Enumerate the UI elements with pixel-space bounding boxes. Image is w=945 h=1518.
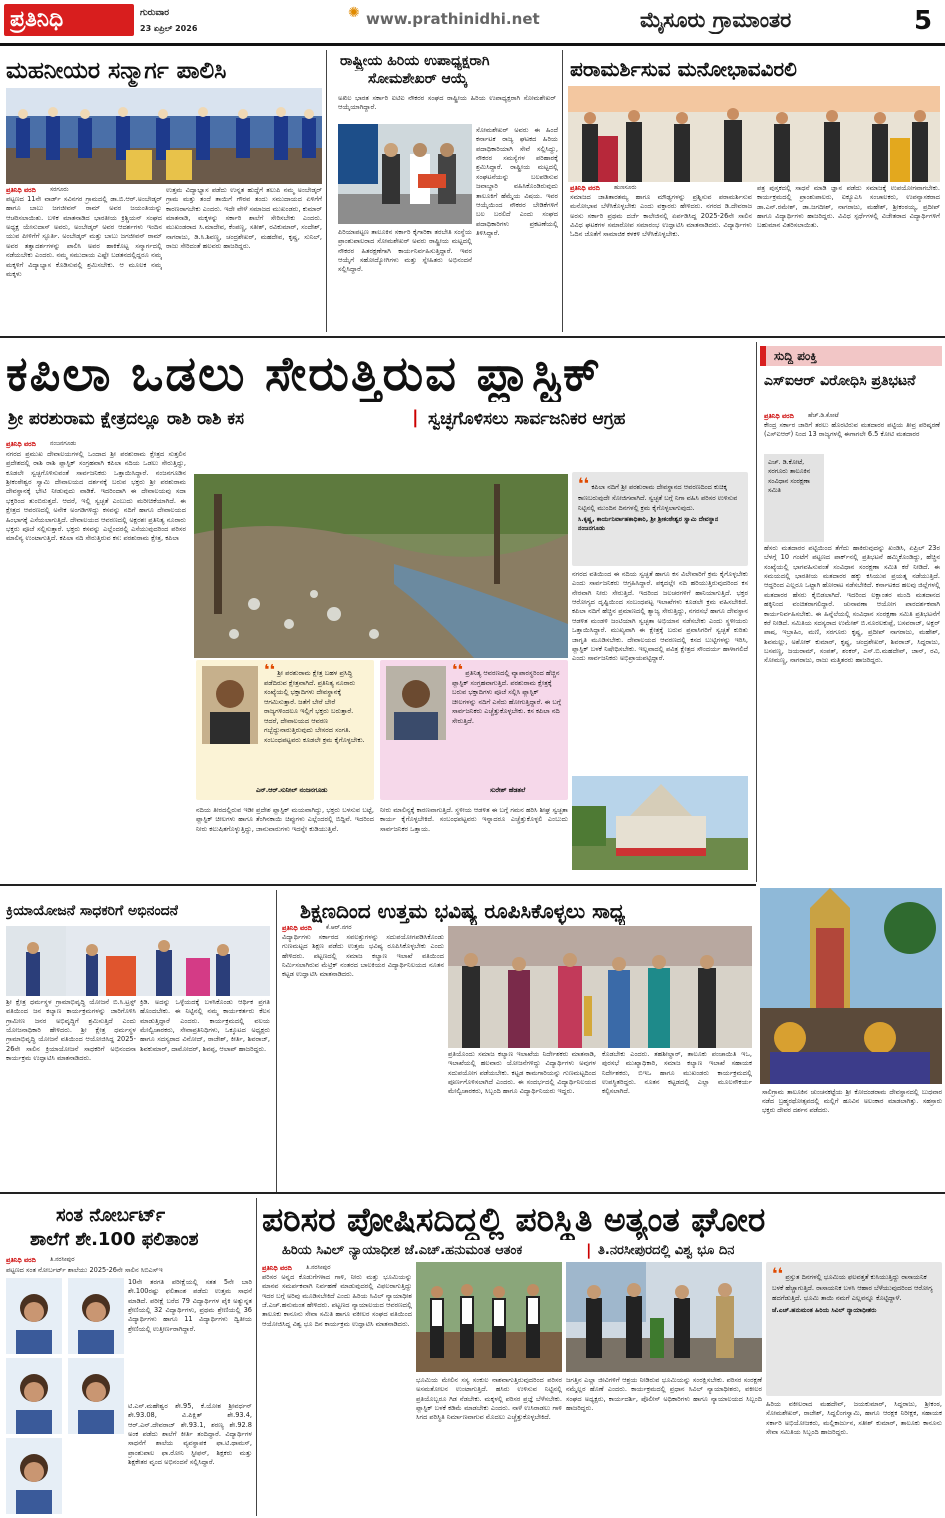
lead-subhead-a: ಶ್ರೀ ಪರಶುರಾಮ ಕ್ಷೇತ್ರದಲ್ಲೂ ರಾಶಿ ರಾಶಿ ಕಸ xyxy=(8,409,245,429)
story6-place: ತಿ.ನರಸೀಪುರ xyxy=(50,1256,75,1263)
story3-place: ಹುಣಸೂರು xyxy=(614,184,637,191)
story7-subhead-b: ತಿ.ನರಸೀಪುರದಲ್ಲಿ ವಿಶ್ವ ಭೂ ದಿನ xyxy=(598,1243,735,1258)
quote-a-author: ಎನ್.ಆರ್.ಸುನೀಲ್ ನಂಜನಗೂಡು xyxy=(256,786,328,794)
lead-subhead-sep: | xyxy=(412,407,419,428)
lead-bottom-b: ನೀರು ಮಾಲಿನ್ಯಕ್ಕೆ ಕಾರಣವಾಗುತ್ತಿದೆ. ಸ್ಥಳೀಯ ಆಡಳಿತ ಈ ಬಗ್ಗೆ ಗಮನ ಹರಿಸಿ ಶೀಘ್ರ ಸ್ವಚ್ಛತಾ ಕಾರ್ಯ ಕೈಗೊಳ್ಳಬೇಕಿದೆ. ಸಂಬಂಧಪಟ್ಟವರು ಇನ್ನಾದರೂ ಎಚ್ಚೆತ್ತುಕೊಳ್ಳಲಿ ಎಂಬುದು ಸಾರ್ವಜನಿಕರ ಒತ್ತಾಯ. xyxy=(380,806,568,833)
row3-rule xyxy=(0,1192,945,1194)
sidebar-box-side xyxy=(828,454,940,542)
quote-icon: ❛❛ xyxy=(264,664,276,679)
row2-rule xyxy=(0,884,756,886)
lead-right-text: ನಗರದ ವತಿಯಿಂದ ಈ ನದಿಯ ಸ್ವಚ್ಛತೆ ಹಾಗೂ ಕಸ ವಿಲೇವಾರಿಗೆ ಕ್ರಮ ಕೈಗೊಳ್ಳಬೇಕು ಎಂದು ಸಾರ್ವಜನಿಕರು ಆಗ್ರಹಿಸಿದ್ದಾರೆ. ಪಕ್ಕದಲ್ಲೇ ನದಿ ಹರಿಯುತ್ತಿರುವುದರಿಂದ ಕಸ ನೇರವಾಗಿ ನೀರು ಸೇರುತ್ತಿದೆ. ಇದರಿಂದ ಜಲಚರಗಳಿಗೆ ಹಾನಿಯಾಗುತ್ತಿದೆ. ಭಕ್ತರ ಆರೋಗ್ಯದ ದೃಷ್ಟಿಯಿಂದ ಸಂಬಂಧಪಟ್ಟ ಇಲಾಖೆಗಳು ಕೂಡಲೇ ಕ್ರಮ ವಹಿಸಬೇಕಿದೆ. ಕಪಿಲಾ ನದಿಗೆ ಹೆಚ್ಚಿನ ಪ್ರಮಾಣದಲ್ಲಿ ತ್ಯಾಜ್ಯ ಸೇರುತ್ತಿದ್ದು, ನಗರಸಭೆ ಹಾಗೂ ದೇವಸ್ಥಾನ ಆಡಳಿತ ಮಂಡಳಿ ಜಂಟಿಯಾಗಿ ಸ್ವಚ್ಛತಾ ಅಭಿಯಾನ ನಡೆಸಬೇಕು ಎಂದು ಸ್ಥಳೀಯರು ಒತ್ತಾಯಿಸಿದ್ದಾರೆ. ಮುಖ್ಯವಾಗಿ ಈ ಕ್ಷೇತ್ರಕ್ಕೆ ಬರುವ ಪ್ರವಾಸಿಗರಿಗೆ ಸ್ವಚ್ಛತೆ ಕುರಿತು ಜಾಗೃತಿ ಮೂಡಿಸಬೇಕು. ದೇವಾಲಯದ ಆವರಣದಲ್ಲಿ ಕಸದ ಬುಟ್ಟಿಗಳನ್ನು ಇರಿಸಿ, ಪ್ಲಾಸ್ಟಿಕ್ ಬಳಕೆ ನಿಷೇಧಿಸಬೇಕು. ಇಲ್ಲವಾದಲ್ಲಿ ಪವಿತ್ರ ಕ್ಷೇತ್ರದ ಸೌಂದರ್ಯ ಹಾಳಾಗಲಿದೆ ಎಂದು ಸಾರ್ವಜನಿಕರು ಅಭಿಪ್ರಾಯಪಟ್ಟಿದ್ದಾರೆ. xyxy=(572,570,748,663)
story5-col1: ವಿದ್ಯಾರ್ಥಿಗಳು ಸರ್ಕಾರದ ಸವಲತ್ತುಗಳನ್ನು ಸದುಪಯೋಗಪಡಿಸಿಕೊಂಡು ಗುಣಮಟ್ಟದ ಶಿಕ್ಷಣ ಪಡೆದು ಉತ್ತಮ ಭವಿಷ್ಯ ರೂಪಿಸಿಕೊಳ್ಳಬೇಕು ಎಂದು ಹೇಳಿದರು. ಪಟ್ಟಣದಲ್ಲಿ ಸಮಾಜ ಕಲ್ಯಾಣ ಇಲಾಖೆ ವತಿಯಿಂದ ನಿರ್ಮಿಸಲಾಗಿರುವ ಮೆಟ್ರಿಕ್ ನಂತರದ ಬಾಲಕಿಯರ ವಿದ್ಯಾರ್ಥಿನಿಲಯದ ನೂತನ ಕಟ್ಟಡ ಉದ್ಘಾಟಿಸಿ ಮಾತನಾಡಿದರು. xyxy=(282,933,444,979)
quote-a-card xyxy=(196,660,374,800)
story1-byline: ಪ್ರತಿನಿಧಿ ವರದಿ xyxy=(6,186,36,194)
story2-col2: ಸೋಮಶೇಖರ್ ಅವರು ಈ ಹಿಂದೆ ಕರ್ನಾಟಕ ರಾಜ್ಯ ಘಟಕದ ಹಿರಿಯ ಪದಾಧಿಕಾರಿಯಾಗಿ ಸೇವೆ ಸಲ್ಲಿಸಿದ್ದು, ನೌಕರರ ಸಮಸ್ಯೆಗಳ ಪರಿಹಾರಕ್ಕೆ ಶ್ರಮಿಸಿದ್ದಾರೆ. ರಾಷ್ಟ್ರೀಯ ಮಟ್ಟದಲ್ಲಿ ಸಂಘಟನೆಯನ್ನು ಬಲಪಡಿಸುವ ಜವಾಬ್ದಾರಿ ವಹಿಸಿಕೊಂಡಿರುವುದು ತಾಲೂಕಿಗೆ ಹೆಮ್ಮೆಯ ವಿಷಯ. ಇವರ ಆಯ್ಕೆಯಿಂದ ನೌಕರರ ಬೇಡಿಕೆಗಳಿಗೆ ಬಲ ಬರಲಿದೆ ಎಂದು ಸಂಘದ ಪದಾಧಿಕಾರಿಗಳು ಪ್ರಕಟಣೆಯಲ್ಲಿ ತಿಳಿಸಿದ್ದಾರೆ. xyxy=(476,126,558,237)
lead-place: ನಂಜನಗೂಡು xyxy=(50,440,77,447)
page-number: 5 xyxy=(914,6,933,36)
story3-byline: ಪ್ರತಿನಿಧಿ ವರದಿ xyxy=(570,184,600,192)
story7-col3: ಜಗತ್ತಿನ ಎಲ್ಲಾ ಜೀವಿಗಳಿಗೆ ಆಶ್ರಯ ನೀಡಿರುವ ಭೂಮಿಯನ್ನು ಸಂರಕ್ಷಿಸಬೇಕು. ಪರಿಸರ ಸಂರಕ್ಷಣೆ ನಮ್ಮೆಲ್ಲರ ಹೊಣೆ ಎಂದರು. ಕಾರ್ಯಕ್ರಮದಲ್ಲಿ ಪ್ರಧಾನ ಸಿವಿಲ್ ನ್ಯಾಯಾಧೀಶರು, ವಕೀಲರ ಸಂಘದ ಅಧ್ಯಕ್ಷರು, ಕಾರ್ಯದರ್ಶಿ, ಪೊಲೀಸ್ ಅಧಿಕಾರಿಗಳು ಹಾಗೂ ನ್ಯಾಯಾಲಯದ ಸಿಬ್ಬಂದಿ ಹಾಜರಿದ್ದರು. xyxy=(566,1376,762,1413)
quote-icon: ❛❛ xyxy=(452,664,464,679)
story3-photo xyxy=(568,86,940,182)
story7-pull-quote-author: ಜೆ.ಎಚ್.ಹನುಮಂತ ಹಿರಿಯ ಸಿವಿಲ್ ನ್ಯಾಯಾಧೀಶರು xyxy=(772,1306,877,1314)
story7-col4: ಹಿರಿಯ ವಕೀಲರಾದ ಮಹದೇವ್, ಜಯಕುಮಾರ್, ಸಿದ್ದರಾಜು, ಶ್ರೀಕಂಠ, ಸೋಮಶೇಖರ್, ರಾಜೇಶ್, ಸಿದ್ದಲಿಂಗಸ್ವಾಮಿ, ಹಾಗೂ ಆರಕ್ಷಕ ನಿರೀಕ್ಷಕ, ಸಹಾಯಕ ಸರ್ಕಾರಿ ಅಭಿಯೋಜಕರು, ಮಲ್ಲಿಕಾರ್ಜುನ, ಸತೀಶ್ ಕುಮಾರ್, ತಾಲೂಕು ಕಾನೂನು ಸೇವಾ ಸಮಿತಿಯ ಸಿಬ್ಬಂದಿ ಹಾಜರಿದ್ದರು. xyxy=(766,1400,942,1437)
story2-col1: ಪಿರಿಯಾಪಟ್ಟಣ ತಾಲೂಕಿನ ಸರ್ಕಾರಿ ಕೈಗಾರಿಕಾ ತರಬೇತಿ ಸಂಸ್ಥೆಯ ಪ್ರಾಂಶುಪಾಲರಾದ ಸೋಮಶೇಖರ್ ಅವರು ರಾಷ್ಟ್ರೀಯ ಮಟ್ಟದಲ್ಲಿ ನೌಕರರ ಹಿತರಕ್ಷಣೆಗಾಗಿ ಕಾರ್ಯನಿರ್ವಹಿಸುತ್ತಿದ್ದಾರೆ. ಇವರ ಆಯ್ಕೆಗೆ ಸಹೋದ್ಯೋಗಿಗಳು ಮತ್ತು ಸ್ನೇಹಿತರು ಅಭಿನಂದನೆ ಸಲ್ಲಿಸಿದ್ದಾರೆ. xyxy=(338,228,472,274)
lead-pull-quote-text: ಕಪಿಲಾ ನದಿಗೆ ಶ್ರೀ ಪರಶುರಾಮ ದೇವಸ್ಥಾನದ ಆವರಣದಿಂದ ಕುಚಿಕ್ಕ ಕಾಣಬರುವುದೇ ಸೋಜಿಗವಾಗಿದೆ. ಸ್ವಚ್ಛತೆ ಬಗ್ಗೆ ನಿಗಾ ವಹಿಸಿ ಪರಿಸರ ಉಳಿಸುವ ನಿಟ್ಟಿನಲ್ಲಿ ಮುಂದಿನ ದಿನಗಳಲ್ಲಿ ಕ್ರಮ ಕೈಗೊಳ್ಳಲಾಗುವುದು. xyxy=(578,483,738,513)
website-icon: ✺ xyxy=(348,5,360,21)
story7-pull-quote xyxy=(766,1262,942,1396)
story1-col2: ಉತ್ತಮ ವಿದ್ಯಾಭ್ಯಾಸ ಪಡೆದು ಉನ್ನತ ಹುದ್ದೆಗೆ ತಲುಪಿ ನಮ್ಮ ಅಂಬೇಡ್ಕರ್ ಗ್ರಾಮ ಮತ್ತು ತಂದೆ ತಾಯಿಗೆ ಗೌರವ ತಂದು ಸಮುದಾಯದ ಏಳಿಗೆಗೆ ಕಾರಣರಾಗಬೇಕು ಎಂದರು. ಇದೇ ವೇಳೆ ಸಮಾಜದ ಮುಖಂಡರು, ಕುಮಾರ್ ಮಾತನಾಡಿ, ಮಕ್ಕಳನ್ನು ಸರ್ಕಾರಿ ಶಾಲೆಗೆ ಸೇರಿಸಬೇಕು ಎಂದರು. ಮುಖಂಡರಾದ ಸಿ.ಮಾದೇವ, ಕೆಂಪಣ್ಣ, ಸತೀಶ್, ರವಿಕುಮಾರ್, ಸಂದೇಶ್, ನಾಗರಾಜು, ಡಿ.ಸಿ.ಶಿವಣ್ಣ, ಚಂದ್ರಶೇಖರ್, ಮಹದೇವ, ಕೃಷ್ಣ, ಸುನಿಲ್, ರಾಜು ಸೇರಿದಂತೆ ಹಲವರು ಹಾಜರಿದ್ದರು. xyxy=(166,186,322,251)
lead-subhead-b: ಸ್ವಚ್ಛಗೊಳಿಸಲು ಸಾರ್ವಜನಿಕರ ಆಗ್ರಹ xyxy=(428,409,626,429)
story4-col2: ಕ್ರಿಡಿ. ಅದನ್ನು ಒಳ್ಳೆಯದಕ್ಕೆ ಬಳಸಿಕೊಂಡು ಆರ್ಥಿಕ ಪ್ರಗತಿ ಹೊಂದಬೇಕು. ಈ ನಿಟ್ಟಿನಲ್ಲಿ ನಮ್ಮ ಕಾರ್ಯಕರ್ತರು ಕೆಲಸ ಮಾಡುತ್ತಿದ್ದಾರೆ ಎಂದರು. ಕಾರ್ಯಕ್ರಮದಲ್ಲಿ ವಲಯ ಮೇಲ್ವಿಚಾರಕರು, ಸೇವಾಪ್ರತಿನಿಧಿಗಳು, ಒಕ್ಕೂಟದ ಅಧ್ಯಕ್ಷರು ಹಾಗೂ ಸದಸ್ಯರಾದ ವಿನೋದ್, ರಾಜೇಶ್, ಕೀರ್ತಿ, ಶಿವರಾಜ್, ಶಿವಕುಮಾರ್, ದಾಮೋದರ್, ಶಿವಪ್ಪ, ಆಲಾಪ್ ಹಾಜರಿದ್ದರು. xyxy=(140,998,270,1053)
story7-subhead-sep: | xyxy=(586,1241,592,1259)
story1-photo xyxy=(6,88,322,184)
divider-2 xyxy=(562,50,563,332)
quote-icon: ❛❛ xyxy=(578,474,590,493)
story7-headline: ಪರಿಸರ ಪೋಷಿಸದಿದ್ದಲ್ಲಿ ಪರಿಸ್ಥಿತಿ ಅತ್ಯಂತ ಘೋರ xyxy=(262,1200,766,1239)
website[interactable]: www.prathinidhi.net xyxy=(366,10,540,28)
story1-headline: ಮಹನೀಯರ ಸನ್ಮಾರ್ಗ ಪಾಲಿಸಿ xyxy=(6,58,227,84)
story6-headline-l1: ಸಂತ ನೋರ್ಬರ್ಟ್ xyxy=(56,1205,166,1226)
sidebar-box xyxy=(764,454,824,542)
story7-col1: ಪರಿಸರ ಅನ್ನದ ಕೊಡುಗೆಗಳಾದ ಗಾಳಿ, ನೀರು ಮತ್ತು ಭೂಮಿಯನ್ನು ಮಾನವ ಸಮರ್ಪಕವಾಗಿ ನಿರ್ವಹಣೆ ಮಾಡುವುದರಲ್ಲಿ ವಿಫಲರಾಗುತ್ತಿದ್ದು ಇದರ ಬಗ್ಗೆ ಅರಿವು ಮೂಡಿಸಬೇಕಿದೆ ಎಂದು ಹಿರಿಯ ಸಿವಿಲ್ ನ್ಯಾಯಾಧೀಶ ಜೆ.ಎಚ್.ಹನುಮಂತ ಹೇಳಿದರು. ಪಟ್ಟಣದ ನ್ಯಾಯಾಲಯದ ಆವರಣದಲ್ಲಿ ತಾಲೂಕು ಕಾನೂನು ಸೇವಾ ಸಮಿತಿ ಹಾಗೂ ವಕೀಲರ ಸಂಘದ ವತಿಯಿಂದ ಆಯೋಜಿಸಿದ್ದ ವಿಶ್ವ ಭೂ ದಿನ ಕಾರ್ಯಕ್ರಮ ಉದ್ಘಾಟಿಸಿ ಮಾತನಾಡಿದರು. xyxy=(262,1273,412,1328)
divider-1 xyxy=(326,50,327,332)
lead-pull-quote-author: ಸಿ.ಕೃಷ್ಣ, ಕಾರ್ಯನಿರ್ವಾಹಕಾಧಿಕಾರಿ, ಶ್ರೀ ಶ್ರೀಕಂಠೇಶ್ವರ ಸ್ವಾಮಿ ದೇವಸ್ಥಾನ ನಂಜನಗೂಡು xyxy=(578,515,719,532)
story5-col3: ಕೊಡಬೇಕು ಎಂದರು. ತಹಶೀಲ್ದಾರ್, ತಾಲೂಕು ಪಂಚಾಯಿತಿ ಇಒ, ಪುರಸಭೆ ಮುಖ್ಯಾಧಿಕಾರಿ, ಸಮಾಜ ಕಲ್ಯಾಣ ಇಲಾಖೆ ಸಹಾಯಕ ನಿರ್ದೇಶಕರು, ಬಿಇಒ ಹಾಗೂ ಮುಖಂಡರು ಕಾರ್ಯಕ್ರಮದಲ್ಲಿ ಉಪಸ್ಥಿತರಿದ್ದರು. ನೂತನ ಕಟ್ಟಡದಲ್ಲಿ ಎಲ್ಲಾ ಮೂಲಸೌಕರ್ಯ ಕಲ್ಪಿಸಲಾಗಿದೆ. xyxy=(602,1050,752,1096)
quote-b-author: ಸುರೇಶ್ ಹೆಡತಲೆ xyxy=(490,786,526,794)
story6-lede: ಪಟ್ಟಣದ ಸಂತ ನೋರ್ಬರ್ಟ್ ಶಾಲೆಯು 2025-26ನೇ ಸಾಲಿನ ಸಿಬಿಎಸ್‌ಇ xyxy=(6,1266,163,1274)
sidebar-headline: ಎಸ್‌ಐಆರ್ ವಿರೋಧಿಸಿ ಪ್ರತಿಭಟನೆ xyxy=(764,373,916,389)
sidebar-tag: ಸುದ್ದಿ ಪಂಕ್ತಿ xyxy=(774,349,817,363)
story7-photo-a xyxy=(416,1262,562,1372)
quote-a-portrait xyxy=(202,666,258,744)
masthead xyxy=(0,0,945,44)
festival-caption: ಸಾಲಿಗ್ರಾಮ ತಾಲೂಕಿನ ಚುಂಚನಕಟ್ಟೆಯ ಶ್ರೀ ಕೋದಂಡರಾಮ ದೇವಸ್ಥಾನದಲ್ಲಿ ಬುಧವಾರ ನಡೆದ ಬ್ರಹ್ಮರಥೋತ್ಸವದಲ್ಲಿ ಮಲ್ಲಿಗೆ ಹೂವಿನ ಅಲಂಕಾರ ಮಾಡಲಾಗಿತ್ತು. ಸಹಸ್ರಾರು ಭಕ್ತರು ದೇವರ ದರ್ಶನ ಪಡೆದರು. xyxy=(762,1088,942,1115)
lead-photo-main xyxy=(194,474,568,658)
story6-col-bottom: ಟಿ.ಎನ್.ಮಹೇಶ್ವರ ಶೇ.95, ಕೆ.ಯೋಶ ಶ್ರೀವರ್ಧನ್ ಶೇ.93.08, ವಿ.ಪಿಕ್ಷಿತ್ ಶೇ.93.4, ಆರ್.ಎನ್.ದೇವರಾಜ್ ಶೇ.93.1, ಶರಣ್ಯ ಶೇ.92.8 ಅಂಕ ಪಡೆದು ಶಾಲೆಗೆ ಕೀರ್ತಿ ತಂದಿದ್ದಾರೆ. ವಿದ್ಯಾರ್ಥಿಗಳ ಸಾಧನೆಗೆ ಶಾಲೆಯ ವ್ಯವಸ್ಥಾಪಕ ಫಾ.ಟಿ.ಥಾಮಸ್, ಪ್ರಾಂಶುಪಾಲ ಫಾ.ರೋನಿ ಸ್ಟೀಫನ್, ಶಿಕ್ಷಕರು ಮತ್ತು ಶಿಕ್ಷಕೇತರ ವೃಂದ ಅಭಿನಂದನೆ ಸಲ್ಲಿಸಿದ್ದಾರೆ. xyxy=(128,1402,252,1467)
quote-b-text: ಪ್ರತಿನಿತ್ಯ ಆವರಣದಲ್ಲಿ ವ್ಯಾಪಾರಸ್ಥರಿಂದ ಹೆಚ್ಚಿನ ಪ್ಲಾಸ್ಟಿಕ್ ಸಂಗ್ರಹವಾಗುತ್ತಿದೆ. ಪರಶುರಾಮ ಕ್ಷೇತ್ರಕ್ಕೆ ಬರುವ ಭಕ್ತಾದಿಗಳು ಪೂಜೆ ಸಲ್ಲಿಸಿ ಪ್ಲಾಸ್ಟಿಕ್ ಚೀಲಗಳನ್ನು ನದಿಗೆ ಎಸೆದು ಹೋಗುತ್ತಿದ್ದಾರೆ. ಈ ಬಗ್ಗೆ ಸಾರ್ವಜನಿಕರು ಎಚ್ಚೆತ್ತುಕೊಳ್ಳಬೇಕು. ಕಸ ಕಪಿಲಾ ನದಿ ಸೇರುತ್ತಿದೆ. xyxy=(452,669,562,725)
story4-photo xyxy=(6,926,270,996)
story6-col-right: 10ನೇ ತರಗತಿ ಪರೀಕ್ಷೆಯಲ್ಲಿ ಸತತ 5ನೇ ಬಾರಿ ಶೇ.100ರಷ್ಟು ಫಲಿತಾಂಶ ಪಡೆದು ಉತ್ತಮ ಸಾಧನೆ ಮಾಡಿದೆ. ಪರೀಕ್ಷೆ ಬರೆದ 79 ವಿದ್ಯಾರ್ಥಿಗಳ ಪೈಕಿ ಅತ್ಯುನ್ನತ ಶ್ರೇಣಿಯಲ್ಲಿ 32 ವಿದ್ಯಾರ್ಥಿಗಳು, ಪ್ರಥಮ ಶ್ರೇಣಿಯಲ್ಲಿ 36 ವಿದ್ಯಾರ್ಥಿಗಳು ಹಾಗೂ 11 ವಿದ್ಯಾರ್ಥಿಗಳು ದ್ವಿತೀಯ ಶ್ರೇಣಿಯಲ್ಲಿ ಉತ್ತೀರ್ಣರಾಗಿದ್ದಾರೆ. xyxy=(128,1278,252,1333)
sidebar-tag-accent xyxy=(760,346,766,366)
story2-photo xyxy=(338,124,472,224)
story7-subhead-a: ಹಿರಿಯ ಸಿವಿಲ್ ನ್ಯಾಯಾಧೀಶ ಜೆ.ಎಚ್.ಹನುಮಂತ ಆತಂಕ xyxy=(282,1243,523,1258)
logo-text: ಪ್ರತಿನಿಧಿ xyxy=(10,7,64,32)
lead-col1: ನಗರದ ಪ್ರಮುಖ ದೇವಾಲಯಗಳಲ್ಲಿ ಒಂದಾದ ಶ್ರೀ ಪರಶುರಾಮ ಕ್ಷೇತ್ರದ ಸುತ್ತಲಿನ ಪ್ರದೇಶದಲ್ಲಿ ರಾಶಿ ರಾಶಿ ಪ್ಲಾಸ್ಟಿಕ್ ಸಂಗ್ರಹವಾಗಿ ಕಪಿಲಾ ನದಿಯ ಒಡಲು ಸೇರುತ್ತಿದ್ದು, ಕೂಡಲೇ ಸ್ವಚ್ಛಗೊಳಿಸುವಂತೆ ಸಾರ್ವಜನಿಕರು ಒತ್ತಾಯಿಸಿದ್ದಾರೆ. ನಂಜನಗೂಡಿನ ಶ್ರೀಕಂಠೇಶ್ವರ ಸ್ವಾಮಿ ದೇವಾಲಯದ ದರ್ಶನಕ್ಕೆ ಬರುವ ಭಕ್ತರು ಶ್ರೀ ಪರಶುರಾಮ ದೇವಸ್ಥಾನಕ್ಕೆ ಭೇಟಿ ನೀಡುವುದು ವಾಡಿಕೆ. ಇದರಿಂದಾಗಿ ಈ ದೇವಾಲಯವು ಸದಾ ಭಕ್ತರಿಂದ ತುಂಬಿರುತ್ತದೆ. ಆದರೆ, ಇಲ್ಲಿ ಸ್ವಚ್ಛತೆ ಎಂಬುದು ಮರೀಚಿಕೆಯಾಗಿದೆ. ಈ ಕ್ಷೇತ್ರದ ಆವರಣದಲ್ಲಿ ಅನೇಕ ಅಂಗಡಿಗಳಿದ್ದು ಕಸವನ್ನು ನದಿಗೆ ಹಾಗೂ ದೇವಾಲಯದ ಹಿಂಭಾಗಕ್ಕೆ ಎಸೆಯಲಾಗುತ್ತಿದೆ. ದೇವಾಲಯದ ಆವರಣದಲ್ಲಿ ಅಕ್ಷರಶಃ ಪ್ರತಿನಿತ್ಯ ನೂರಾರು ಭಕ್ತರು ಪೂಜೆ ಸಲ್ಲಿಸುತ್ತಾರೆ. ಭಕ್ತರು ಕಸವನ್ನು ಎಲ್ಲೆಂದರಲ್ಲಿ ಎಸೆಯುವುದರಿಂದ ಪರಿಸರ ಮಾಲಿನ್ಯ ಉಂಟಾಗುತ್ತಿದೆ. ಕಪಿಲಾ ನದಿ ಸೇರುತ್ತಿರುವ ಕಸ: ಪರಶುರಾಮ ಕ್ಷೇತ್ರ, ಕಪಿಲಾ xyxy=(6,450,186,543)
sidebar-text2: ಹೆಸರು ಮತದಾರರ ಪಟ್ಟಿಯಿಂದ ತೆಗೆದು ಹಾಕಿರುವುದನ್ನು ಖಂಡಿಸಿ, ಏಪ್ರಿಲ್ 23ರ ಬೆಳಗ್ಗೆ 10 ಗಂಟೆಗೆ ಪಟ್ಟಣದ ಪಾರ್ಕ್‌ನಲ್ಲಿ ಪ್ರತಿಭಟನೆ ಹಮ್ಮಿಕೊಂಡಿದ್ದು, ಹೆಚ್ಚಿನ ಸಂಖ್ಯೆಯಲ್ಲಿ ಭಾಗವಹಿಸುವಂತೆ ಸಂವಿಧಾನ ಸಂರಕ್ಷಣಾ ಸಮಿತಿ ಕರೆ ನೀಡಿದೆ. ಈ ಸಮಯದಲ್ಲಿ ಭಾರತೀಯ ಮತದಾರರ ಹಕ್ಕು ಕಸಿಯುವ ಪ್ರಯತ್ನ ನಡೆಯುತ್ತಿದೆ. ಆದ್ದರಿಂದ ಎಲ್ಲರೂ ಒಟ್ಟಾಗಿ ಹೋರಾಟ ನಡೆಸಬೇಕಿದೆ. ಕರ್ನಾಟಕದ ಹಲವು ಜಿಲ್ಲೆಗಳಲ್ಲಿ ಮತದಾರರ ಹೆಸರು ಕೈಬಿಡಲಾಗಿದೆ. ಇದರಿಂದ ಲಕ್ಷಾಂತರ ಮಂದಿ ಮತದಾನದ ಹಕ್ಕಿನಿಂದ ವಂಚಿತರಾಗಲಿದ್ದಾರೆ. ಚುನಾವಣಾ ಆಯೋಗ ಪಾರದರ್ಶಕವಾಗಿ ಕಾರ್ಯನಿರ್ವಹಿಸಬೇಕು. ಈ ಹಿನ್ನೆಲೆಯಲ್ಲಿ ಸಂವಿಧಾನ ಸಂರಕ್ಷಣಾ ಸಮಿತಿ ಪ್ರತಿಭಟನೆಗೆ ಕರೆ ನೀಡಿದೆ. ಸಮಿತಿಯ ಸದಸ್ಯರಾದ ಉಮೇಶ್ ಬಿ.ನೂರಲಕುಪ್ಪೆ, ಬಸವರಾಜ್, ಅಕ್ಬರ್ ಪಾಷ, ಇಬ್ರಾಹಿಂ, ಮಣಿ, ಸರಗೂರು ಕೃಷ್ಣ, ಪ್ರದೀಪ್ ನಾಗರಾಜು, ಮಹೇಶ್, ಶಿವಮಲ್ಲು, ಅಶೋಕ್ ಕುಮಾರ್, ಕೃಷ್ಣ, ಚಂದ್ರಶೇಖರ್, ಶಿವರಾಜ್, ಸಿದ್ದರಾಜು, ಬಸವಣ್ಣ, ಜಯರಾಮ್, ಸಂಪತ್, ಶಂಕರ್, ಎಸ್.ಬಿ.ಮಹದೇವ್, ಜಾನ್, ರವಿ, ಸೋಮಣ್ಣ, ನಾಗರಾಜು, ರಾಜು ಮತ್ತಿತರರು ಹಾಜರಿದ್ದರು. xyxy=(764,544,940,665)
story7-byline: ಪ್ರತಿನಿಧಿ ವರದಿ xyxy=(262,1264,292,1272)
story7-pull-quote-text: ಪ್ರಸ್ತುತ ದಿನಗಳಲ್ಲಿ ಭೂಮಿಯ ಫಲವತ್ತತೆ ಕುಸಿಯುತ್ತಿದ್ದು ರಾಸಾಯನಿಕ ಬಳಕೆ ಹೆಚ್ಚಾಗುತ್ತಿದೆ. ರಾಸಾಯನಿಕ ಬಳಸಿ ಆಹಾರ ಬೆಳೆಯುವುದರಿಂದ ಆರೋಗ್ಯ ಹದಗೆಡುತ್ತಿದೆ. ಭೂಮಿ ತಾಯಿ ನಮಗೆ ಎಲ್ಲವನ್ನೂ ಕೊಟ್ಟಿದ್ದಾಳೆ. xyxy=(772,1273,933,1303)
lead-headline: ಕಪಿಲಾ ಒಡಲು ಸೇರುತ್ತಿರುವ ಪ್ಲಾಸ್ಟಿಕ್ xyxy=(6,346,603,402)
story5-headline: ಶಿಕ್ಷಣದಿಂದ ಉತ್ತಮ ಭವಿಷ್ಯ ರೂಪಿಸಿಕೊಳ್ಳಲು ಸಾಧ್ಯ xyxy=(300,899,626,923)
row1-rule xyxy=(0,336,945,338)
story6-byline: ಪ್ರತಿನಿಧಿ ವರದಿ xyxy=(6,1256,36,1264)
date: 23 ಏಪ್ರಿಲ್ 2026 xyxy=(140,24,198,33)
masthead-rule xyxy=(0,43,945,46)
section-name: ಮೈಸೂರು ಗ್ರಾಮಾಂತರ xyxy=(640,8,792,32)
story1-place: ಸರಗೂರು xyxy=(50,186,69,193)
story6-headline-l2: ಶಾಲೆಗೆ ಶೇ.100 ಫಲಿತಾಂಶ xyxy=(30,1229,199,1250)
quote-icon: ❛❛ xyxy=(772,1264,784,1283)
day: ಗುರುವಾರ xyxy=(140,8,170,18)
lead-pull-quote xyxy=(572,472,748,566)
student-photos xyxy=(6,1278,124,1514)
story3-headline: ಪರಾಮರ್ಶಿಸುವ ಮನೋಭಾವವಿರಲಿ xyxy=(570,57,797,81)
story7-place: ತಿ.ನರಸೀಪುರ xyxy=(306,1264,331,1271)
story7-col2: ಭೂಮಿಯ ಮೇಲಿನ ಸಸ್ಯ ಸಂಕುಲ ನಾಶವಾಗುತ್ತಿರುವುದರಿಂದ ಪರಿಸರ ಅಸಮತೋಲನ ಉಂಟಾಗುತ್ತಿದೆ. ಹಸಿರು ಉಳಿಸುವ ನಿಟ್ಟಿನಲ್ಲಿ ಪ್ರತಿಯೊಬ್ಬರೂ ಗಿಡ ನೆಡಬೇಕು. ಮಕ್ಕಳಲ್ಲಿ ಪರಿಸರ ಪ್ರಜ್ಞೆ ಬೆಳೆಸಬೇಕು. ಪ್ಲಾಸ್ಟಿಕ್ ಬಳಕೆ ಕಡಿಮೆ ಮಾಡಬೇಕು ಎಂದರು. ನಾಳೆ ಉಸಿರಾಡಲು ಗಾಳಿ ಸಿಗದ ಪರಿಸ್ಥಿತಿ ನಿರ್ಮಾಣವಾಗುವ ಮೊದಲು ಎಚ್ಚೆತ್ತುಕೊಳ್ಳಬೇಕಿದೆ. xyxy=(416,1376,562,1422)
divider-4 xyxy=(256,1198,257,1516)
story4-headline: ಕ್ರಿಯಾಯೋಜನೆ ಸಾಧಕರಿಗೆ ಅಭಿನಂದನೆ xyxy=(6,903,179,919)
quote-a-text: ಶ್ರೀ ಪರಶುರಾಮ ಕ್ಷೇತ್ರ ಬಹಳ ಪ್ರಸಿದ್ಧಿ ಪಡೆದಿರುವ ಕ್ಷೇತ್ರವಾಗಿದೆ. ಪ್ರತಿನಿತ್ಯ ನೂರಾರು ಸಂಖ್ಯೆಯಲ್ಲಿ ಭಕ್ತಾದಿಗಳು ದೇವಸ್ಥಾನಕ್ಕೆ ಆಗಮಿಸುತ್ತಾರೆ. ಜತೆಗೆ ಬೇರೆ ಬೇರೆ ರಾಜ್ಯಗಳಿಂದಲೂ ಇಲ್ಲಿಗೆ ಭಕ್ತರು ಬರುತ್ತಾರೆ. ಆದರೆ, ದೇವಾಲಯದ ಆವರಣ ಗಬ್ಬೆದ್ದುನಾರುತ್ತಿರುವುದು ಬೇಸರದ ಸಂಗತಿ. ಸಂಬಂಧಪಟ್ಟವರು ಕೂಡಲೇ ಕ್ರಮ ಕೈಗೊಳ್ಳಬೇಕು. xyxy=(264,669,365,744)
story5-photo xyxy=(448,926,752,1048)
lead-bottom-a: ನದಿಯ ತೀರದಲ್ಲಿರುವ ಇಡೀ ಪ್ರದೇಶ ಪ್ಲಾಸ್ಟಿಕ್ ಮಯವಾಗಿದ್ದು, ಭಕ್ತರು ಬಳಸುವ ಬಟ್ಟೆ, ಪ್ಲಾಸ್ಟಿಕ್ ಚೀಲಗಳು ಹಾಗೂ ತೆಂಗಿನಕಾಯಿ ಚಿಪ್ಪುಗಳು ಎಲ್ಲೆಂದರಲ್ಲಿ ಬಿದ್ದಿವೆ. ಇದರಿಂದ ನೀರು ಕಲುಷಿತಗೊಳ್ಳುತ್ತಿದ್ದು, ಜಾನುವಾರುಗಳು ಇದನ್ನೇ ಕುಡಿಯುತ್ತಿವೆ. xyxy=(196,806,374,833)
sidebar-text1: ಕೇಂದ್ರ ಸರ್ಕಾರ ಜಾರಿಗೆ ತರಲು ಹೊರಟಿರುವ ಮತದಾರರ ಪಟ್ಟಿಯ ತೀವ್ರ ಪರಿಷ್ಕರಣೆ (ಎಸ್‌ಐಆರ್) ನಿಂದ 13 ರಾಜ್ಯಗಳಲ್ಲಿ ಈಗಾಗಲೇ 6.5 ಕೋಟಿ ಮತದಾರರ xyxy=(764,421,940,439)
story2-lede: ಅಖಿಲ ಭಾರತ ಸರ್ಕಾರಿ ಐಟಿಐ ನೌಕರರ ಸಂಘದ ರಾಷ್ಟ್ರೀಯ ಹಿರಿಯ ಉಪಾಧ್ಯಕ್ಷರಾಗಿ ಸೋಮಶೇಖರ್ ಆಯ್ಕೆಯಾಗಿದ್ದಾರೆ. xyxy=(338,94,556,112)
story1-col1: ಪಟ್ಟಣದ 11ನೇ ವಾರ್ಡ್ ಸವಿನಗರ ಗ್ರಾಮದಲ್ಲಿ ಡಾ.ಬಿ.ಆರ್.ಅಂಬೇಡ್ಕರ್ ಹಾಗೂ ಬಾಬು ಜಗಜೀವನ್ ರಾಮ್ ಅವರ ಜಯಂತಿಯನ್ನು ಆಚರಿಸಲಾಯಿತು. ಬಳಿಕ ಮಾತನಾಡಿದ ಭಾರತೀಯ ಕ್ರಿಶ್ಚಿಯನ್ ಸಂಘದ ಅಧ್ಯಕ್ಷ ಯೇಸುದಾಸ್ ಅವರು, ಅಂಬೇಡ್ಕರ್ ಅವರ ಆದರ್ಶಗಳು ಇಂದಿನ ಯುವ ಪೀಳಿಗೆಗೆ ಸ್ಫೂರ್ತಿ. ಅಂಬೇಡ್ಕರ್ ಮತ್ತು ಬಾಬು ಜಗಜೀವನ್ ರಾಮ್ ಅವರ ತತ್ವಾದರ್ಶಗಳನ್ನು ಪಾಲಿಸಿ ಅವರ ಹಾಕಿಕೊಟ್ಟ ಸನ್ಮಾರ್ಗದಲ್ಲಿ ನಡೆಯಬೇಕು ಎಂದರು. ನಮ್ಮ ಸಮುದಾಯ ಎಷ್ಟೇ ಬಡತನದಲ್ಲಿದ್ದರೂ ನಮ್ಮ ಮಕ್ಕಳಿಗೆ ವಿದ್ಯಾಭ್ಯಾಸ ಕೊಡಿಸುವಲ್ಲಿ ಶ್ರಮಿಸಬೇಕು. ಆ ಮೂಲಕ ನಮ್ಮ ಮಕ್ಕಳು xyxy=(6,195,162,278)
story5-byline: ಪ್ರತಿನಿಧಿ ವರದಿ xyxy=(282,924,312,932)
story3-col2: ಪತ್ರ ಪುಸ್ತಕದಲ್ಲಿ ಸಾಧನೆ ಮಾಡಿ ಜ್ಞಾನ ಪಡೆದು ಸಮಾಜಕ್ಕೆ ಉಪಯೋಗವಾಗಬೇಕು. ಕಾರ್ಯಕ್ರಮದಲ್ಲಿ ಪ್ರಾಂಶುಪಾಲರು, ಐಕ್ಯೂಎಸಿ ಸಂಚಾಲಕರು, ಉಪನ್ಯಾಸಕರಾದ ಡಾ.ಎನ್.ರಮೇಶ್, ಡಾ.ಜಗದೀಶ್, ನಾಗರಾಜು, ಮಹೇಶ್, ಶ್ರೀಕಂಠಯ್ಯ, ಪ್ರದೀಪ್ ಹಾಗೂ ವಿದ್ಯಾರ್ಥಿಗಳು ಹಾಜರಿದ್ದರು. ವಿವಿಧ ಸ್ಪರ್ಧೆಗಳಲ್ಲಿ ವಿಜೇತರಾದ ವಿದ್ಯಾರ್ಥಿಗಳಿಗೆ ಬಹುಮಾನ ವಿತರಿಸಲಾಯಿತು. xyxy=(757,184,940,230)
divider-3 xyxy=(276,890,277,1192)
quote-b-card xyxy=(380,660,568,800)
sidebar-place: ಹೆಚ್.ಡಿ.ಕೋಟೆ xyxy=(808,412,839,419)
lead-byline: ಪ್ರತಿನಿಧಿ ವರದಿ xyxy=(6,440,36,448)
divider-sidebar xyxy=(756,342,757,882)
sidebar-box-text: ಎಚ್. ಡಿ.ಕೋಟೆ, ಸರಗೂರು ತಾಲೂಕಿನ ಸಂವಿಧಾನ ಸಂರಕ್ಷಣಾ ಸಮಿತಿ xyxy=(768,458,811,494)
quote-a-continued xyxy=(202,750,368,784)
temple-photo xyxy=(572,776,748,870)
story3-col1: ಸಮಾಜದ ಜಾತಿತಾರತಮ್ಯ ಹಾಗೂ ಮೌಢ್ಯಗಳನ್ನು ಪ್ರಶ್ನಿಸುವ ಪರಾಮರ್ಶಿಸುವ ಮನೋಭಾವ ಬೆಳೆಸಿಕೊಳ್ಳಬೇಕು ಎಂದು ವಕ್ತಾರರು ಹೇಳಿದರು. ನಗರದ ಡಿ.ದೇವರಾಜ ಅರಸು ಸರ್ಕಾರಿ ಪ್ರಥಮ ದರ್ಜೆ ಕಾಲೇಜಿನಲ್ಲಿ ಏರ್ಪಡಿಸಿದ್ದ 2025-26ನೇ ಸಾಲಿನ ವಿವಿಧ ಘಟಕಗಳ ಸಮಾರೋಪ ಸಮಾರಂಭ ಉದ್ಘಾಟಿಸಿ ಮಾತನಾಡಿದರು. ವಿದ್ಯಾರ್ಥಿಗಳು ಓದಿನ ಜೊತೆಗೆ ಸಾಮಾಜಿಕ ಕಳಕಳಿ ಬೆಳೆಸಿಕೊಳ್ಳಬೇಕು. xyxy=(570,193,752,239)
quote-b-portrait xyxy=(386,666,446,740)
sidebar-byline: ಪ್ರತಿನಿಧಿ ವರದಿ xyxy=(764,412,794,420)
story5-place: ಕೆ.ಆರ್.ನಗರ xyxy=(326,924,352,931)
festival-photo xyxy=(760,888,942,1084)
story2-headline-l1: ರಾಷ್ಟ್ರೀಯ ಹಿರಿಯ ಉಪಾಧ್ಯಕ್ಷರಾಗಿ xyxy=(340,53,490,69)
story7-photo-b xyxy=(566,1262,762,1372)
story4-col1: ಶ್ರೀ ಕ್ಷೇತ್ರ ಧರ್ಮಸ್ಥಳ ಗ್ರಾಮಾಭಿವೃದ್ಧಿ ಯೋಜನೆ ಬಿ.ಸಿ.ಟ್ರಸ್ಟ್ ವತಿಯಿಂದ ಜನ ಕಲ್ಯಾಣ ಕಾರ್ಯಕ್ರಮಗಳನ್ನು ಜಾರಿಗೊಳಿಸಿ ಗ್ರಾಮೀಣ ಜನರ ಅಭಿವೃದ್ಧಿಗೆ ಶ್ರಮಿಸುತ್ತಿದೆ ಎಂದು ಯೋಜನಾಧಿಕಾರಿ ಹೇಳಿದರು. ಶ್ರೀ ಕ್ಷೇತ್ರ ಧರ್ಮಸ್ಥಳ ಗ್ರಾಮಾಭಿವೃದ್ಧಿ ಯೋಜನೆ ವತಿಯಿಂದ ಆಯೋಜಿಸಿದ್ದ 2025-26ನೇ ಸಾಲಿನ ಕ್ರಿಯಾಯೋಜನೆ ಸಾಧಕರಿಗೆ ಅಭಿನಂದನಾ ಕಾರ್ಯಕ್ರಮ ಉದ್ಘಾಟಿಸಿ ಮಾತನಾಡಿದರು. xyxy=(6,998,136,1063)
story2-headline-l2: ಸೋಮಶೇಖರ್ ಆಯ್ಕೆ xyxy=(368,71,468,87)
story5-col2: ಪ್ರತಿಯೊಂದು ಸಮಾಜ ಕಲ್ಯಾಣ ಇಲಾಖೆಯ ನಿರ್ದೇಶಕರು ಮಾತನಾಡಿ, ಇಲಾಖೆಯಲ್ಲಿ ಹಲವಾರು ಯೋಜನೆಗಳಿದ್ದು ವಿದ್ಯಾರ್ಥಿಗಳು ಅವುಗಳ ಸದುಪಯೋಗ ಪಡೆಯಬೇಕು. ಕಟ್ಟಡ ಕಾಮಗಾರಿಯನ್ನು ಗುಣಮಟ್ಟದಿಂದ ಪೂರ್ಣಗೊಳಿಸಲಾಗಿದೆ ಎಂದರು. ಈ ಸಂದರ್ಭದಲ್ಲಿ ವಿದ್ಯಾರ್ಥಿನಿಲಯದ ಮೇಲ್ವಿಚಾರಕರು, ಸಿಬ್ಬಂದಿ ಹಾಗೂ ವಿದ್ಯಾರ್ಥಿನಿಯರು ಇದ್ದರು. xyxy=(448,1050,596,1096)
